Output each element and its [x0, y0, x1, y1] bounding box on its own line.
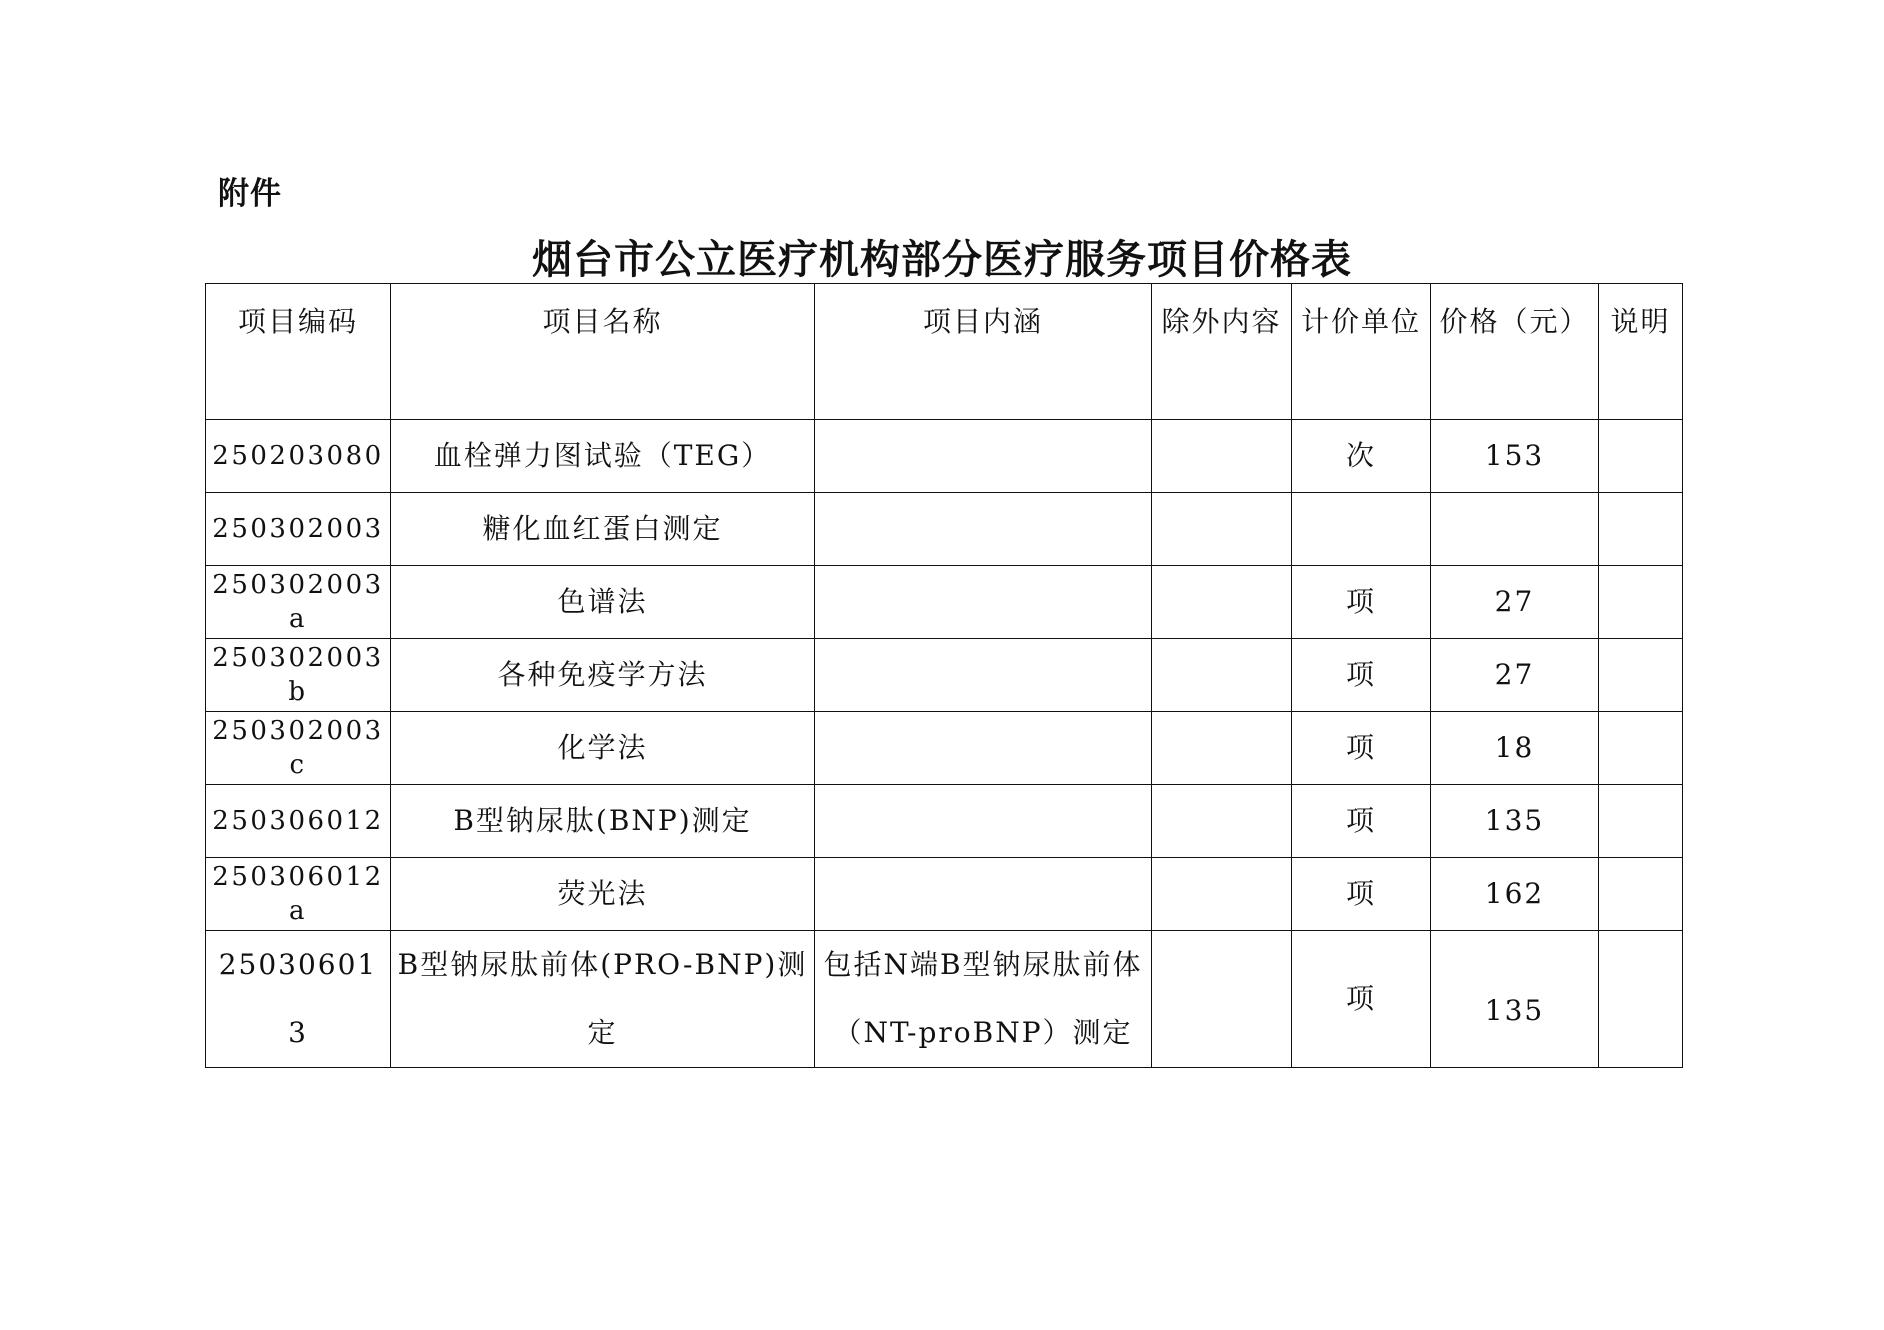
cell-price: 18	[1431, 712, 1599, 785]
header-unit: 计价单位	[1292, 284, 1431, 420]
cell-content: 包括N端B型钠尿肽前体（NT-proBNP）测定	[815, 931, 1152, 1068]
header-content: 项目内涵	[815, 284, 1152, 420]
cell-code: 250302003	[206, 493, 391, 566]
table-row	[206, 566, 1683, 639]
cell-name: 糖化血红蛋白测定	[391, 493, 815, 566]
cell-unit: 项	[1292, 712, 1431, 785]
cell-unit: 项	[1292, 639, 1431, 712]
cell-name: B型钠尿肽前体(PRO-BNP)测定	[391, 931, 815, 1068]
cell-unit: 项	[1292, 931, 1431, 1068]
cell-price: 162	[1431, 858, 1599, 931]
table-row	[206, 785, 1683, 858]
cell-content	[815, 420, 1152, 493]
cell-exclusions	[1152, 566, 1292, 639]
cell-code: 250302003c	[206, 712, 391, 785]
table-row	[206, 493, 1683, 566]
cell-notes	[1599, 858, 1683, 931]
cell-code: 250302003b	[206, 639, 391, 712]
cell-notes	[1599, 493, 1683, 566]
cell-notes	[1599, 785, 1683, 858]
cell-name: 化学法	[391, 712, 815, 785]
table-header-row	[206, 284, 1683, 420]
cell-price	[1431, 493, 1599, 566]
cell-price: 153	[1431, 420, 1599, 493]
cell-unit: 项	[1292, 785, 1431, 858]
cell-price: 27	[1431, 566, 1599, 639]
header-price: 价格（元）	[1431, 284, 1599, 420]
cell-code: 250203080	[206, 420, 391, 493]
cell-unit: 次	[1292, 420, 1431, 493]
cell-content	[815, 639, 1152, 712]
cell-unit	[1292, 493, 1431, 566]
cell-name: 各种免疫学方法	[391, 639, 815, 712]
cell-code: 250302003a	[206, 566, 391, 639]
cell-content	[815, 566, 1152, 639]
cell-price: 27	[1431, 639, 1599, 712]
cell-content	[815, 785, 1152, 858]
table-row	[206, 712, 1683, 785]
cell-exclusions	[1152, 420, 1292, 493]
cell-content	[815, 712, 1152, 785]
table-row	[206, 931, 1683, 1068]
header-code: 项目编码	[206, 284, 391, 420]
cell-content	[815, 493, 1152, 566]
cell-exclusions	[1152, 785, 1292, 858]
header-exclusions: 除外内容	[1152, 284, 1292, 420]
document-title: 烟台市公立医疗机构部分医疗服务项目价格表	[532, 237, 1352, 283]
cell-notes	[1599, 931, 1683, 1068]
cell-notes	[1599, 639, 1683, 712]
cell-code: 250306013	[206, 931, 391, 1068]
cell-name: 荧光法	[391, 858, 815, 931]
cell-code: 250306012	[206, 785, 391, 858]
table-row	[206, 858, 1683, 931]
cell-unit: 项	[1292, 858, 1431, 931]
header-name: 项目名称	[391, 284, 815, 420]
cell-exclusions	[1152, 493, 1292, 566]
cell-price: 135	[1431, 931, 1599, 1068]
cell-name: B型钠尿肽(BNP)测定	[391, 785, 815, 858]
cell-exclusions	[1152, 639, 1292, 712]
cell-exclusions	[1152, 712, 1292, 785]
table-row	[206, 420, 1683, 493]
cell-exclusions	[1152, 931, 1292, 1068]
cell-notes	[1599, 566, 1683, 639]
table-row	[206, 639, 1683, 712]
cell-name: 色谱法	[391, 566, 815, 639]
cell-notes	[1599, 712, 1683, 785]
cell-name: 血栓弹力图试验（TEG）	[391, 420, 815, 493]
attachment-label: 附件	[218, 176, 282, 212]
cell-exclusions	[1152, 858, 1292, 931]
price-table	[205, 283, 1683, 1068]
cell-price: 135	[1431, 785, 1599, 858]
cell-unit: 项	[1292, 566, 1431, 639]
cell-notes	[1599, 420, 1683, 493]
cell-content	[815, 858, 1152, 931]
cell-code: 250306012a	[206, 858, 391, 931]
header-notes: 说明	[1599, 284, 1683, 420]
